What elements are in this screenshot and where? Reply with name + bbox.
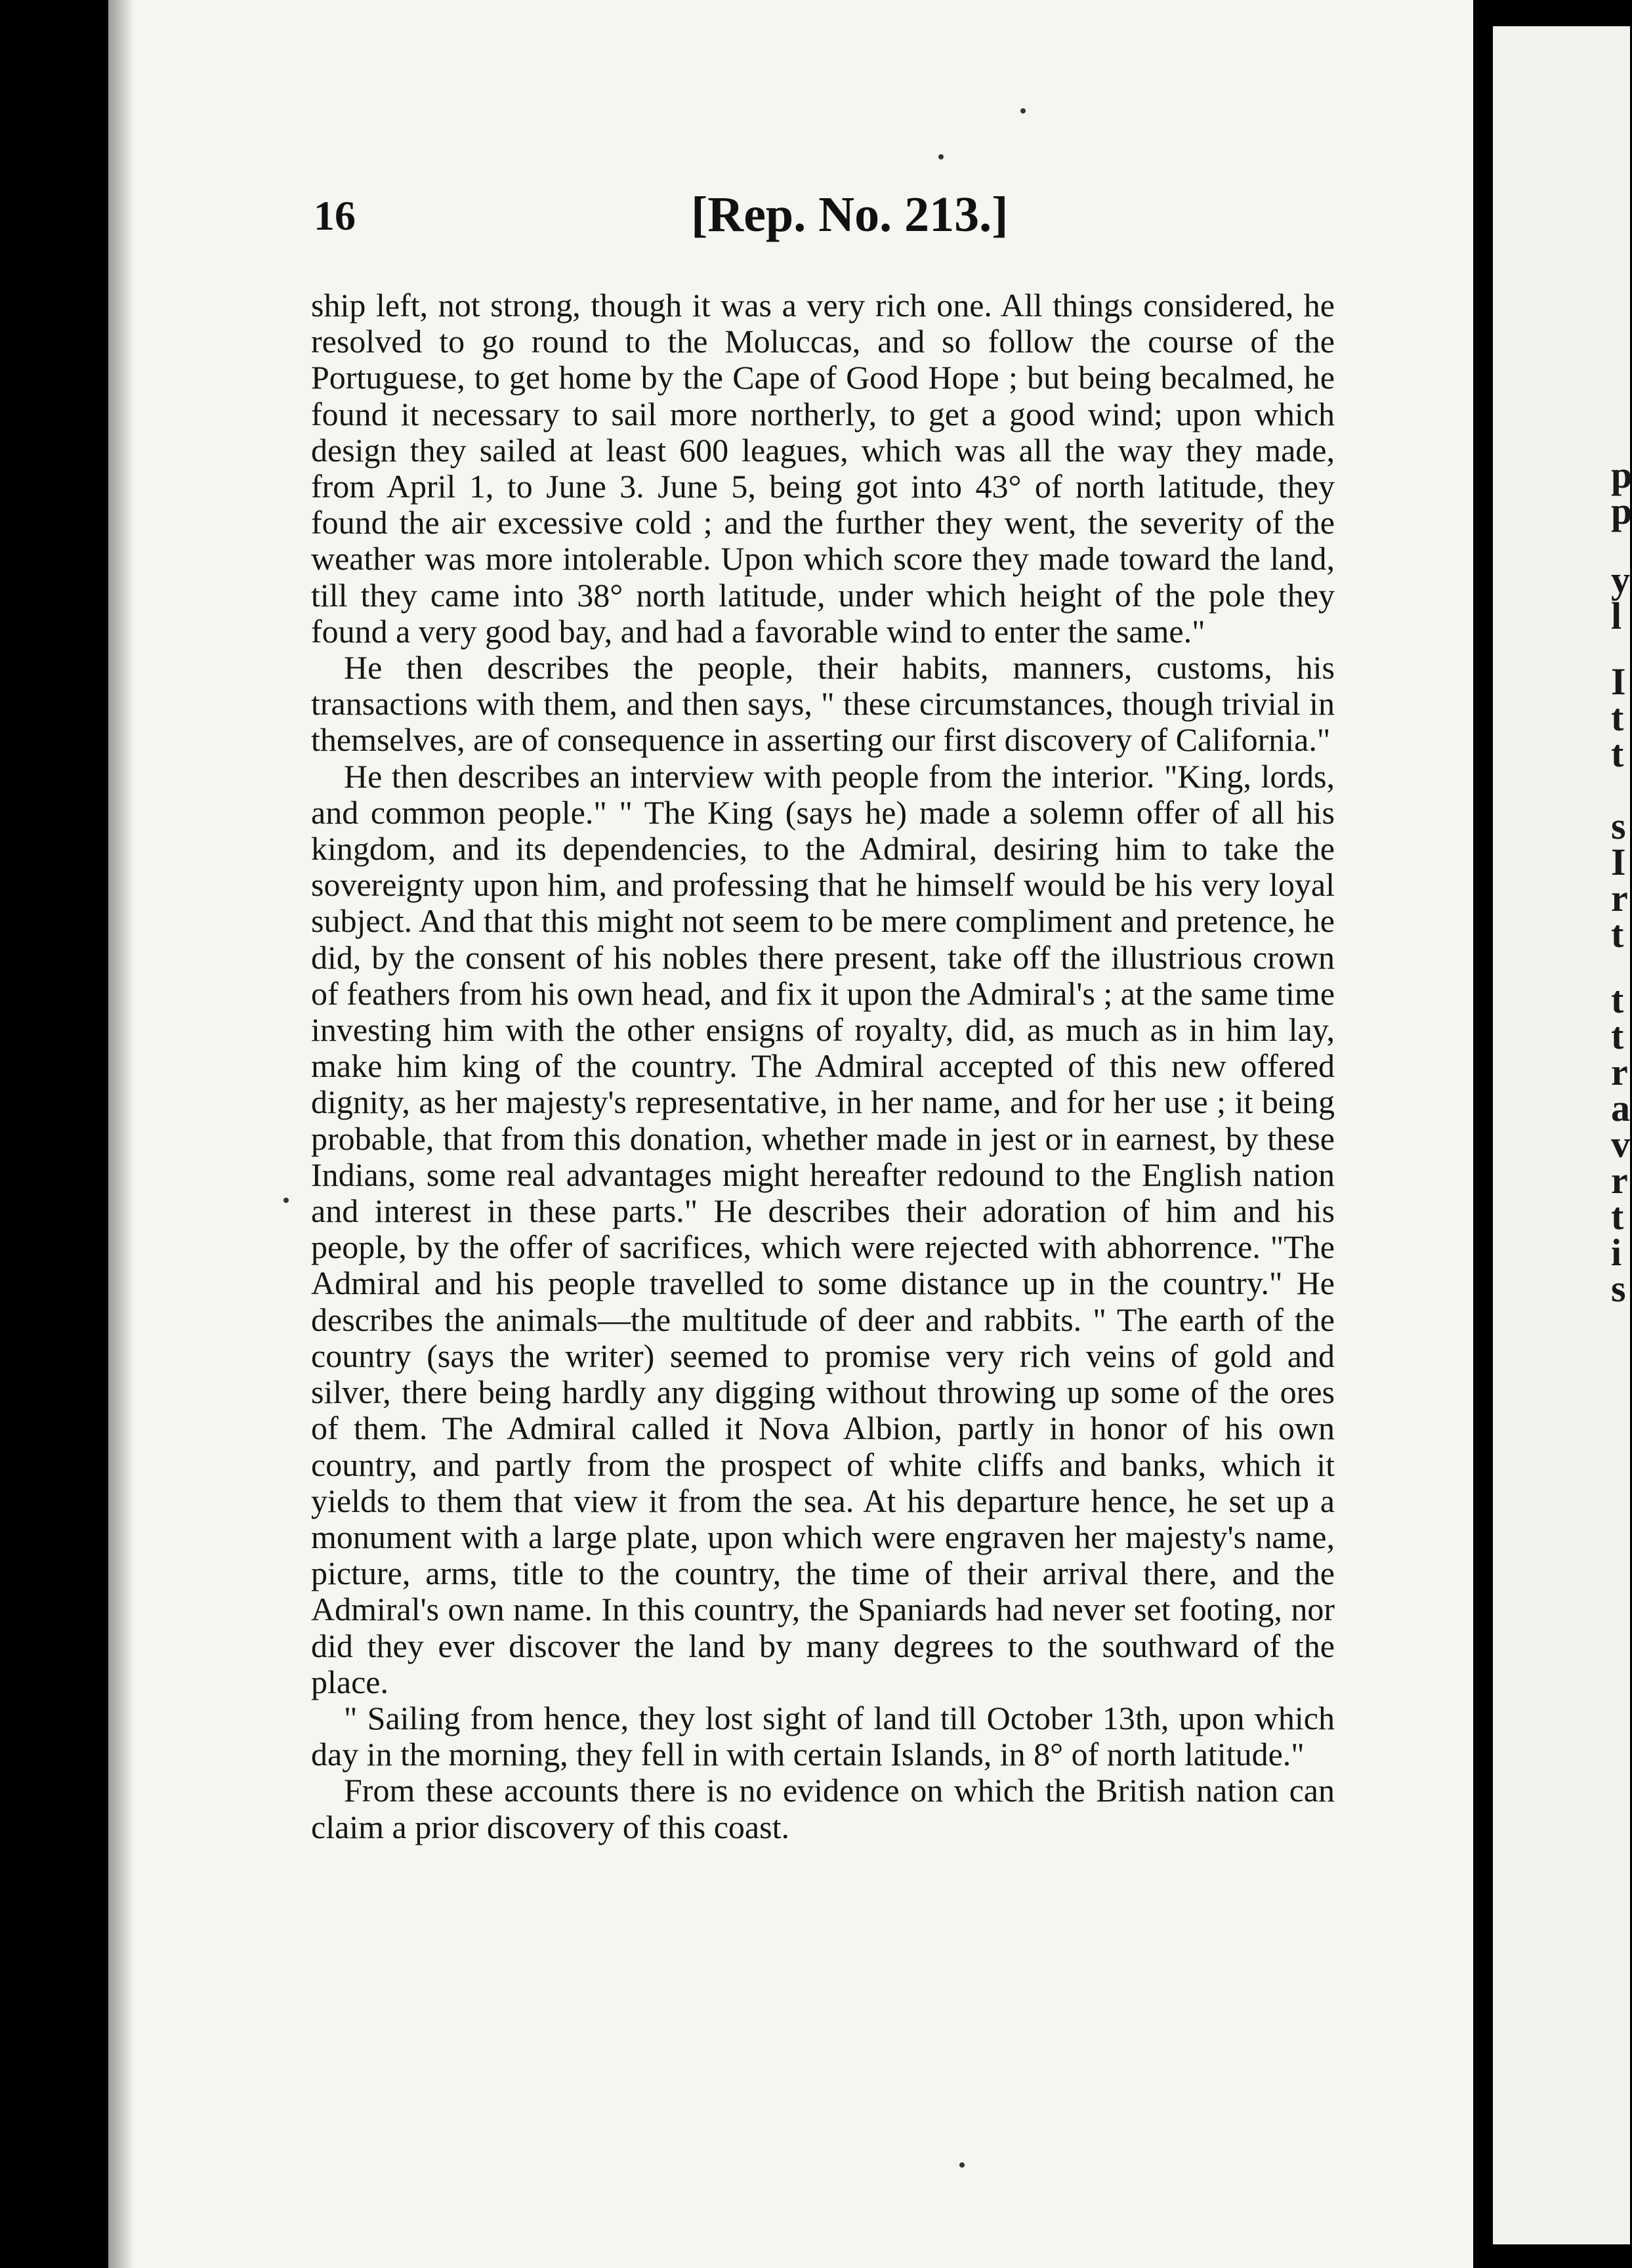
fragment-char: v [1611,1123,1630,1166]
fragment-char: r [1611,877,1628,919]
fragment-char: I [1611,841,1626,883]
fragment-char: p [1611,490,1632,532]
ink-speck [959,2162,965,2168]
fragment-char: a [1611,1087,1630,1129]
paragraph: He then describes an interview with people from the interior. "King, lords, and common people." " The King (says he) made a solemn offer of all his kingdom, and its dependencies, to the Admiral, desiring him to take the sovereignty upon him, and professing that he himself would be his very loyal subject. And that this might not seem to be mere compliment and pretence, he did, by the consent of his nobles there present, take off the illustrious crown of feathers from his own head, and fix it upon the Admiral's ; at the same time investing him with the other ensigns of royalty, did, as much as in him lay, make him king of the country. The Admiral accepted of this new offered dignity, as her majesty's representative, in her name, and for her use ; it being probable, that from this donation, whether made in jest or in earnest, by these Indians, some real advantages might hereafter redound to the English nation and interest in these parts." He describes their adoration of him and his people, by the offer of sacrifices, which were rejected with abhorrence. "The Admiral and his people travelled to some distance up in the country." He describes the animals—the multitude of deer and rabbits. " The earth of the country (says the writer) seemed to promise very rich veins of gold and silver, there being hardly any digging without throwing up some of the ores of them. The Admiral called it Nova Albion, partly in honor of his own country, and partly from the prospect of white cliffs and banks, which it yields to them that view it from the sea. At his departure hence, he set up a monument with a large plate, upon which were engraven her majesty's name, picture, arms, title to the country, the time of their arrival there, and the Admiral's own name. In this country, the Spaniards had never set footing, nor did they ever discover the land by many degrees to the southward of the place. [311,757,1335,1700]
fragment-char: p [1611,453,1632,496]
fragment-char: s [1611,1267,1626,1310]
fragment-char: t [1611,696,1624,739]
fragment-char: t [1611,978,1624,1021]
fragment-char: r [1611,1051,1628,1093]
body-text [311,287,1335,1845]
right-page-edge [1493,26,1630,2244]
report-number: [Rep. No. 213.] [691,187,1009,242]
fragment-char: I [1611,660,1626,703]
ink-speck [283,1198,289,1203]
fragment-char: t [1611,1015,1624,1057]
fragment-char: s [1611,805,1626,847]
gutter-shadow [108,0,135,2268]
fragment-char: t [1611,913,1624,956]
fragment-char: y [1611,558,1630,601]
fragment-char: l [1611,595,1622,637]
page-header [314,187,1081,251]
fragment-char: i [1611,1231,1622,1274]
ink-speck [938,154,944,159]
fragment-char: t [1611,1195,1624,1238]
paragraph: He then describes the people, their habits, manners, customs, his transactions with them, and then says, " these circumstances, though trivial in themselves, are of consequence in asserting our first discovery of California." [311,649,1335,759]
paragraph: " Sailing from hence, they lost sight of land till October 13th, upon which day in the morning, they fell in with certain Islands, in 8° of north latitude." [311,1699,1335,1773]
paragraph: ship left, not strong, though it was a very rich one. All things considered, he resolved to go round to the Moluccas, and so follow the course of the Portuguese, to get home by the Cape of Good Hope ; but being becalmed, he found it necessary to sail more northerly, to get a good wind; upon which design they sailed at least 600 leagues, which was all the way they made, from April 1, to June 3. June 5, being got into 43° of north latitude, they found the air excessive cold ; and the further they went, the severity of the weather was more intolerable. Upon which score they made toward the land, till they came into 38° north latitude, under which height of the pole they found a very good bay, and had a favorable wind to enter the same." [311,287,1335,650]
paragraph: From these accounts there is no evidence on which the British nation can claim a prior discovery of this coast. [311,1772,1335,1845]
fragment-char: r [1611,1159,1628,1202]
right-page-text-fragments [1611,0,1630,2268]
page-number: 16 [314,192,356,239]
fragment-char: t [1611,732,1624,775]
ink-speck [1020,108,1026,114]
